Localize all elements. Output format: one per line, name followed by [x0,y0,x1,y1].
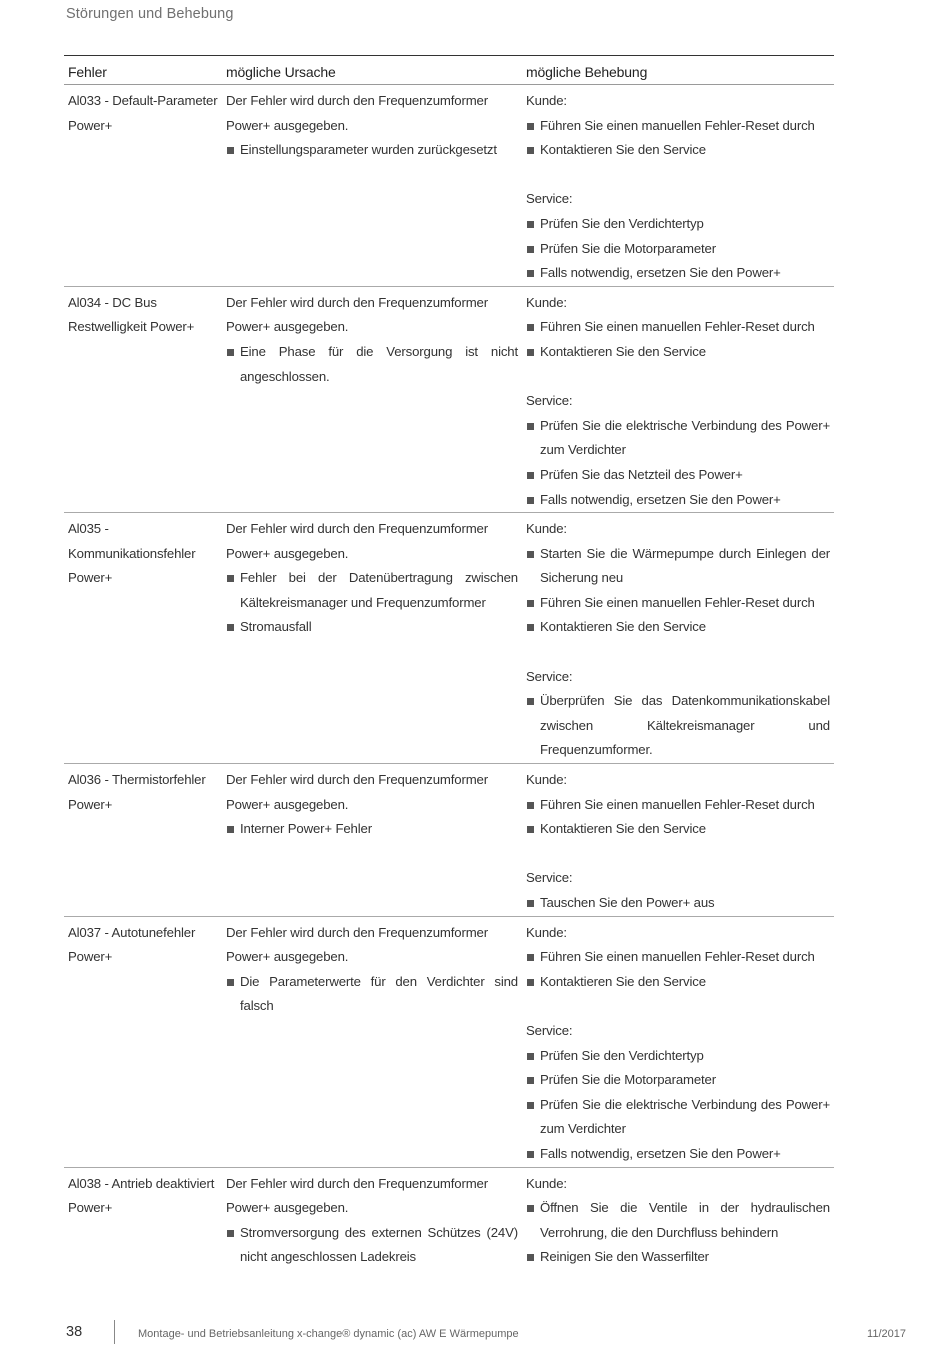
spacer [526,163,830,188]
list-item: Falls notwendig, ersetzen Sie den Power+ [526,488,830,513]
list-item: Prüfen Sie die Motorparameter [526,237,830,262]
list-item: Eine Phase für die Versorgung ist nicht angeschlossen. [226,340,518,389]
page-number: 38 [66,1324,83,1340]
remedy-cell [522,1167,834,1270]
list-item: Reinigen Sie den Wasserfilter [526,1245,830,1270]
footer-divider [114,1320,115,1344]
list-item: Überprüfen Sie das Datenkommunikationskabel zwischen Kältekreismanager und Frequenzumformer. [526,689,830,763]
kunde-list [526,542,830,640]
list-item: Die Parameterwerte für den Verdichter sind falsch [226,970,518,1019]
kunde-label: Kunde: [526,924,567,940]
kunde-list [526,114,830,163]
service-label: Service: [526,668,573,684]
cause-cell [222,916,522,1167]
kunde-label: Kunde: [526,772,567,788]
list-item: Prüfen Sie das Netzteil des Power+ [526,463,830,488]
remedy-cell [522,286,834,512]
cause-intro: Der Fehler wird durch den Frequenzumformer Power+ ausgegeben. [226,521,488,561]
fault-rows [64,85,834,1270]
service-list [526,891,830,916]
list-item: Öffnen Sie die Ventile in der hydraulischen Verrohrung, die den Durchfluss behindern [526,1196,830,1245]
cause-intro: Der Fehler wird durch den Frequenzumformer Power+ ausgegeben. [226,1175,488,1216]
list-item: Prüfen Sie die Motorparameter [526,1068,830,1093]
table-row [64,85,834,287]
cause-list [226,566,518,640]
kunde-label: Kunde: [526,521,567,537]
list-item: Fehler bei der Datenübertragung zwischen Kältekreismanager und Frequenzumformer [226,566,518,615]
list-item: Stromversorgung des externen Schützes (24V) nicht angeschlossen Ladekreis [226,1221,518,1270]
cause-intro: Der Fehler wird durch den Frequenzumformer Power+ ausgegeben. [226,93,488,133]
list-item: Prüfen Sie den Verdichtertyp [526,212,830,237]
fault-code-cell: Al034 - DC Bus Restwelligkeit Power+ [64,286,222,512]
fault-code-cell: Al037 - Autotunefehler Power+ [64,916,222,1167]
list-item: Interner Power+ Fehler [226,817,518,842]
cause-cell [222,764,522,917]
remedy-cell [522,916,834,1167]
cause-list [226,1221,518,1270]
service-label: Service: [526,191,573,207]
list-item: Kontaktieren Sie den Service [526,615,830,640]
cause-list [226,138,518,163]
kunde-list [526,793,830,842]
list-item: Tauschen Sie den Power+ aus [526,891,830,916]
kunde-list [526,1196,830,1270]
kunde-list [526,945,830,994]
column-header-fault: Fehler [64,56,222,85]
kunde-label: Kunde: [526,93,567,108]
section-header: Störungen und Behebung [66,6,234,22]
fault-code-cell: Al033 - Default-Parameter Power+ [64,85,222,287]
list-item: Prüfen Sie die elektrische Verbindung des Power+ zum Verdichter [526,414,830,463]
list-item: Prüfen Sie die elektrische Verbindung des Power+ zum Verdichter [526,1093,830,1142]
fault-code-cell: Al036 - Thermistorfehler Power+ [64,764,222,917]
fault-table [64,55,834,1270]
list-item: Einstellungsparameter wurden zurückgesetzt [226,138,518,163]
list-item: Führen Sie einen manuellen Fehler-Reset durch [526,793,830,818]
table-row [64,513,834,764]
list-item: Kontaktieren Sie den Service [526,340,830,365]
cause-intro: Der Fehler wird durch den Frequenzumformer Power+ ausgegeben. [226,294,488,335]
list-item: Kontaktieren Sie den Service [526,970,830,995]
cause-cell [222,286,522,512]
spacer [526,842,830,867]
cause-cell [222,1167,522,1270]
fault-code-cell: Al038 - Antrieb deaktiviert Power+ [68,1175,215,1216]
column-header-cause: mögliche Ursache [222,56,522,85]
cause-list [226,970,518,1019]
list-item: Führen Sie einen manuellen Fehler-Reset durch [526,945,830,970]
fault-code-cell: Al035 - Kommunikationsfehler Power+ [64,513,222,764]
kunde-list [526,315,830,364]
spacer [526,365,830,390]
service-list [526,1044,830,1167]
list-item: Führen Sie einen manuellen Fehler-Reset durch [526,114,830,139]
service-list [526,689,830,763]
table-row [64,916,834,1167]
service-list [526,414,830,512]
list-item: Kontaktieren Sie den Service [526,138,830,163]
list-item: Falls notwendig, ersetzen Sie den Power+ [526,1142,830,1167]
service-label: Service: [526,1022,573,1038]
table-header-row [64,56,834,85]
spacer [526,994,830,1019]
cause-cell [222,85,522,287]
list-item: Stromausfall [226,615,518,640]
cause-intro: Der Fehler wird durch den Frequenzumformer Power+ ausgegeben. [226,772,488,812]
cause-intro: Der Fehler wird durch den Frequenzumformer Power+ ausgegeben. [226,924,488,965]
table-row [64,286,834,512]
cause-list [226,817,518,842]
cause-cell [222,513,522,764]
list-item: Führen Sie einen manuellen Fehler-Reset durch [526,315,830,340]
list-item: Kontaktieren Sie den Service [526,817,830,842]
kunde-label: Kunde: [526,1175,567,1191]
spacer [526,640,830,665]
remedy-cell [522,513,834,764]
cause-list [226,340,518,389]
list-item: Starten Sie die Wärmepumpe durch Einlegen der Sicherung neu [526,542,830,591]
service-list [526,212,830,286]
service-label: Service: [526,870,573,886]
remedy-cell [522,85,834,287]
remedy-cell [522,764,834,917]
footer-doc-title: Montage- und Betriebsanleitung x-change® dynamic (ac) AW E Wärmepumpe [138,1328,519,1340]
list-item: Prüfen Sie den Verdichtertyp [526,1044,830,1069]
service-label: Service: [526,393,573,409]
list-item: Führen Sie einen manuellen Fehler-Reset durch [526,591,830,616]
list-item: Falls notwendig, ersetzen Sie den Power+ [526,261,830,286]
table-row [64,764,834,917]
table-row [64,1167,834,1270]
column-header-remedy: mögliche Behebung [522,56,834,85]
kunde-label: Kunde: [526,294,567,310]
footer-date: 11/2017 [867,1328,906,1340]
